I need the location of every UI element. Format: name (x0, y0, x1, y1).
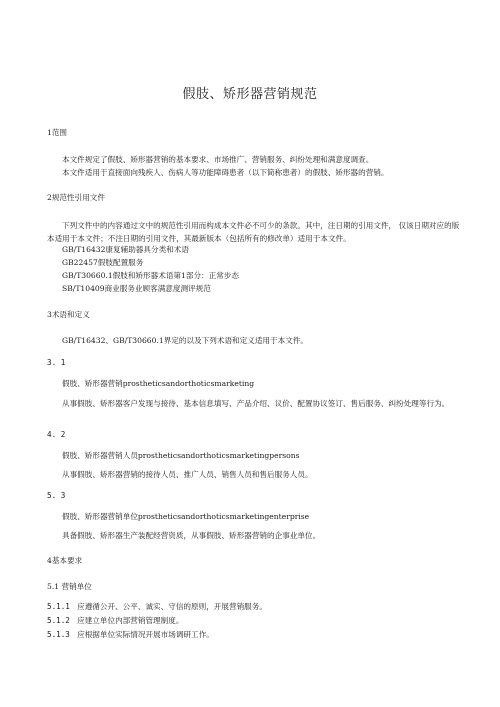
clause-text: 应建立单位内部营销管理制度。 (77, 616, 184, 625)
clause-number: 5.1.3 (47, 630, 70, 639)
term-definition: 具备假肢、矫形器生产装配经营资质，从事假肢、矫形器营销的企事业单位。 (62, 531, 321, 540)
clause-item (47, 616, 183, 626)
term-definition: 从事假肢、矫形器客户发现与接待、基本信息填写、产品介绍、议价、配置协议签订、售后服务、纠纷处理等行为。 (62, 399, 450, 408)
clause-item (47, 602, 267, 612)
reference-item: SB/T10409商业服务业顾客满意度测评规范 (62, 284, 211, 293)
section-1-paragraph-1: 本文件规定了假肢、矫形器营销的基本要求、市场推广、营销服务、纠纷处理和满意度调查。 (62, 155, 374, 164)
clause-number: 5.1.1 (47, 602, 70, 611)
term-number: 5. 3 (47, 491, 66, 500)
section-1-heading: 1范围 (47, 128, 68, 137)
clause-text: 应根据单位实际情况开展市场调研工作。 (77, 630, 214, 639)
subsection-heading: 5.1 营销单位 (47, 582, 92, 591)
clause-item (47, 630, 214, 640)
clause-text: 应遵循公开、公平、诚实、守信的原则，开展营销服务。 (77, 602, 267, 611)
term-title: 假肢、矫形器营销单位prostheticsandorthoticsmarketingenterprise (62, 512, 310, 521)
reference-item: GB/T16432康复辅助器具分类和术语 (62, 245, 189, 254)
section-2-heading: 2规范性引用文件 (47, 193, 105, 202)
section-2-paragraph-1: 下列文件中的内容通过文中的规范性引用而构成本文件必不可少的条款。其中，注日期的引用文件， 仅该日期对应的版本适用于本文件；不注日期的引用文件，其最新版本（包括所有的修改单）适用于本文件。 (47, 221, 460, 243)
section-1-paragraph-2: 本文件适用于直接面向残疾人、伤病人等功能障碍患者（以下简称患者）的假肢、矫形器的营销。 (62, 168, 389, 177)
term-title: 假肢、矫形器营销prostheticsandorthoticsmarketing (62, 379, 255, 388)
term-definition: 从事假肢、矫形器营销的接待人员、推广人员、销售人员和售后服务人员。 (62, 470, 313, 479)
section-3-heading: 3术语和定义 (47, 310, 90, 319)
section-4-heading: 4基本要求 (47, 556, 83, 565)
section-3-intro: GB/T16432、GB/T30660.1界定的以及下列术语和定义适用于本文件。 (62, 336, 308, 345)
term-title: 假肢、矫形器营销人员prostheticsandorthoticsmarketingpersons (62, 451, 300, 460)
reference-item: GB/T30660.1假肢和矫形器术语第1部分：正常步态 (62, 271, 240, 280)
reference-item: GB22457假肢配置服务 (62, 258, 144, 267)
term-number: 4. 2 (47, 430, 66, 439)
page-title: 假肢、矫形器营销规范 (182, 87, 318, 102)
clause-number: 5.1.2 (47, 616, 70, 625)
term-number: 3. 1 (47, 358, 66, 367)
